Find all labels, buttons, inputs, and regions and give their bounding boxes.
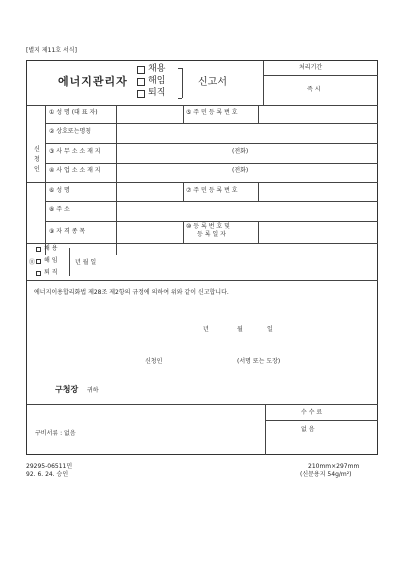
footer-paper-size: 210mm×297mm [308,463,360,470]
manager-rrn-label: ⑦ 주 민 등 록 번 호 [186,187,238,194]
applicant-name-label: ① 성 명 (대 표 자) [49,109,98,116]
date-day: 일 [267,326,273,333]
manager-name-field[interactable] [117,183,182,201]
retire-option: 퇴직 [148,88,166,98]
action-hire-label: 채 용 [44,245,58,252]
manager-address-field[interactable] [117,202,377,221]
fee-row-line [265,420,378,421]
retire-checkbox[interactable] [137,90,145,98]
applicant-signature-label: 신청인 [145,358,163,365]
action-number: ⑪ [29,259,36,266]
signature-note: (서명 또는 도장) [237,358,281,365]
action-retire-label: 퇴 직 [44,269,58,276]
title-bracket-top [178,68,182,69]
action-date-label: 년 월 일 [75,259,97,266]
office-address-label: ③ 사 무 소 소 재 지 [49,148,101,155]
company-label: ② 상호또는명칭 [49,128,92,135]
qualification-label: ⑨ 자 격 종 목 [49,228,86,235]
grid-line [183,105,184,123]
side-label-1: 신 [34,146,40,153]
fee-label: 수 수 료 [301,409,323,416]
action-dismiss-label: 해 임 [44,257,58,264]
form-title-main: 에너지관리자 [58,75,128,88]
grid-line [27,404,378,405]
hire-option: 채용 [148,64,166,74]
qualification-field[interactable] [117,222,182,242]
declaration-text: 에너지이용합리화법 제28조 제2항의 규정에 의하여 위와 같이 신고합니다. [34,289,229,296]
applicant-name-field[interactable] [117,106,182,123]
fee-divider [265,404,266,455]
action-dismiss-checkbox[interactable] [36,259,41,264]
side-label-3: 인 [34,166,40,173]
action-retire-checkbox[interactable] [36,271,41,276]
grid-line [183,221,184,243]
title-bracket [182,68,183,98]
site-phone-label: (전화) [232,167,249,174]
hire-checkbox[interactable] [137,66,145,74]
report-form [26,60,378,455]
action-date-field[interactable] [117,244,377,280]
registration-label-1: ⑩ 등 록 번 호 및 [186,223,230,230]
signature-field[interactable] [172,353,232,369]
processing-value: 즉 시 [307,86,321,93]
attachments-text: 구비서류 : 없음 [35,430,76,437]
company-field[interactable] [117,124,377,143]
form-title-suffix: 신고서 [198,77,227,88]
site-address-label: ④ 사 업 소 소 재 지 [49,167,101,174]
dismiss-checkbox[interactable] [137,78,145,86]
manager-address-label: ⑧ 주 소 [49,206,70,213]
office-phone-label: (전화) [232,148,249,155]
processing-row-line [263,75,378,76]
form-number: [별지 제11호 서식] [26,47,77,54]
manager-rrn-field[interactable] [259,183,377,201]
footer-code: 29295-06511민 [26,463,73,470]
recipient-suffix: 귀하 [87,387,99,394]
action-hire-checkbox[interactable] [36,247,41,252]
date-year: 년 [203,326,209,333]
grid-line [27,280,378,281]
registration-label-2: 등 록 일 자 [197,231,226,238]
applicant-rrn-field[interactable] [259,106,377,123]
footer-approval: 92. 6. 24. 승인 [26,471,69,478]
grid-line [183,182,184,201]
recipient-name: 구청장 [55,385,79,394]
manager-name-label: ⑥ 성 명 [49,187,70,194]
date-month: 월 [237,326,243,333]
dismiss-option: 해임 [148,76,166,86]
processing-label: 처리기간 [299,64,323,71]
processing-divider [263,61,264,105]
side-label-2: 청 [34,156,40,163]
registration-field[interactable] [259,222,377,242]
title-bracket-bottom [178,98,182,99]
side-column-line [45,105,46,255]
applicant-rrn-label: ⑤ 주 민 등 록 번 호 [186,109,238,116]
fee-value: 없 음 [301,426,315,433]
action-bracket [69,248,70,276]
footer-paper-type: (신문용지 54g/m²) [300,471,352,478]
